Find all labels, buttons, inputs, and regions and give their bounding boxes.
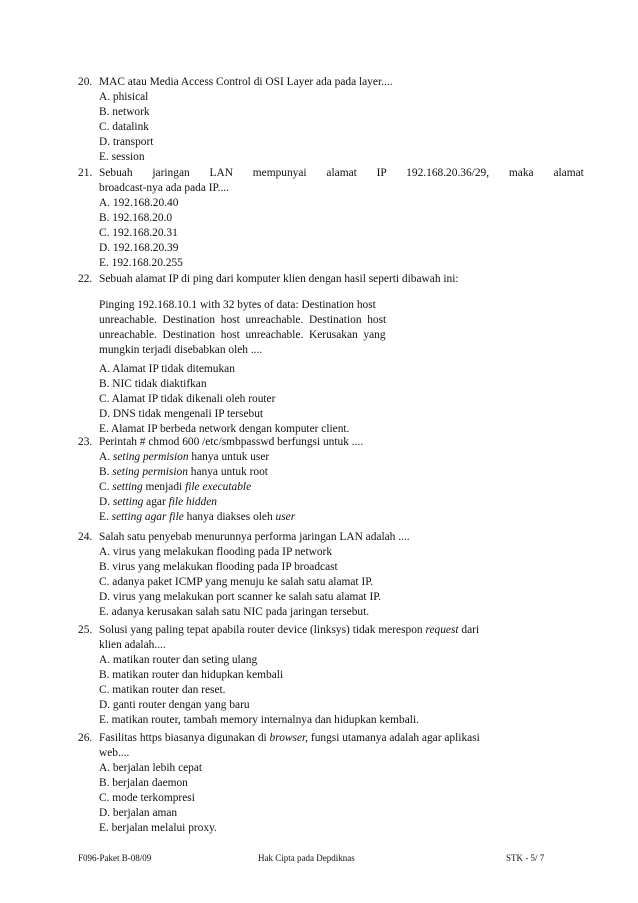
option-italic: seting permision (112, 451, 189, 463)
option-c: C. 192.168.20.31 (99, 227, 178, 239)
option-c (99, 480, 558, 495)
option-text: agar (143, 496, 169, 508)
option-e (99, 510, 558, 525)
option-b: B. network (99, 106, 150, 118)
footer-page-number: STK - 5/ 7 (506, 853, 545, 863)
paragraph-line: mungkin terjadi disebabkan oleh .... (99, 344, 263, 356)
option-d: D. virus yang melakukan port scanner ke salah satu alamat IP. (99, 591, 382, 603)
option-c: C. Alamat IP tidak dikenali oleh router (99, 393, 276, 405)
question-text-cont: broadcast-nya ada pada IP.... (99, 182, 229, 194)
question-text-start: Fasilitas https biasanya digunakan di (99, 732, 270, 744)
question-21 (78, 166, 584, 271)
option-italic: file hidden (168, 496, 217, 508)
option-b: B. berjalan daemon (99, 777, 188, 789)
question-25 (78, 623, 558, 728)
footer-center: Hak Cipta pada Depdiknas (258, 853, 355, 863)
question-22 (78, 272, 558, 437)
option-a: A. 192.168.20.40 (99, 197, 179, 209)
option-c: C. adanya paket ICMP yang menuju ke salah satu alamat IP. (99, 576, 374, 588)
option-label: E. (99, 511, 112, 523)
question-26 (78, 731, 558, 836)
question-italic: request (425, 624, 459, 636)
question-text: Perintah # chmod 600 /etc/smbpasswd berfungsi untuk .... (99, 436, 364, 448)
paragraph-line: Pinging 192.168.10.1 with 32 bytes of data: Destination host (99, 299, 376, 311)
question-text (99, 623, 558, 638)
question-text: Salah satu penyebab menurunnya performa jaringan LAN adalah .... (99, 531, 410, 543)
option-c: C. datalink (99, 121, 149, 133)
option-c: C. matikan router dan reset. (99, 684, 226, 696)
option-d: D. 192.168.20.39 (99, 242, 179, 254)
question-23 (78, 435, 558, 525)
option-text: hanya untuk root (187, 466, 268, 478)
option-c: C. mode terkompresi (99, 792, 195, 804)
ping-output-paragraph (99, 298, 558, 358)
question-text: Sebuah alamat IP di ping dari komputer klien dengan hasil seperti dibawah ini: (99, 273, 459, 285)
option-e: E. matikan router, tambah memory internalnya dan hidupkan kembali. (99, 714, 419, 726)
option-b: B. matikan router dan hidupkan kembali (99, 669, 284, 681)
question-number: 21. (78, 167, 93, 179)
question-text (99, 731, 558, 746)
option-d: D. transport (99, 136, 154, 148)
option-e: E. adanya kerusakan salah satu NIC pada jaringan tersebut. (99, 606, 370, 618)
question-number: 22. (78, 273, 93, 285)
option-b (99, 465, 558, 480)
question-24 (78, 530, 558, 620)
option-a: A. Alamat IP tidak ditemukan (99, 363, 235, 375)
question-text: MAC atau Media Access Control di OSI Layer ada pada layer.... (99, 76, 393, 88)
option-label: A. (99, 451, 113, 463)
paragraph-line: unreachable. Destination host unreachable. Destination host (99, 314, 387, 326)
option-label: C. (99, 481, 113, 493)
question-text-cont: web.... (99, 747, 130, 759)
option-italic: file executable (185, 481, 252, 493)
footer-left: F096-Paket B-08/09 (78, 853, 152, 863)
option-e: E. session (99, 151, 145, 163)
option-d (99, 495, 558, 510)
question-italic: browser, (269, 732, 309, 744)
option-italic: user (275, 511, 296, 523)
option-a: A. phisical (99, 91, 149, 103)
option-d: D. berjalan aman (99, 807, 178, 819)
option-italic: setting agar file (111, 511, 184, 523)
option-italic: setting (112, 496, 144, 508)
question-number: 24. (78, 531, 93, 543)
question-20 (78, 75, 558, 165)
question-number: 26. (78, 732, 93, 744)
question-text-start: Solusi yang paling tepat apabila router device (linksys) tidak merespon (99, 624, 426, 636)
question-number: 23. (78, 436, 93, 448)
option-italic: seting permision (112, 466, 188, 478)
option-e: E. Alamat IP berbeda network dengan komputer client. (99, 423, 350, 435)
paragraph-line: unreachable. Destination host unreachable. Kerusakan yang (99, 329, 386, 341)
option-label: D. (99, 496, 113, 508)
option-b: B. NIC tidak diaktifkan (99, 378, 207, 390)
option-a: A. virus yang melakukan flooding pada IP network (99, 546, 333, 558)
option-a (99, 450, 558, 465)
option-d: D. DNS tidak mengenali IP tersebut (99, 408, 264, 420)
question-number: 25. (78, 624, 93, 636)
option-text: hanya diakses oleh (183, 511, 276, 523)
option-text: hanya untuk user (188, 451, 270, 463)
option-text: menjadi (142, 481, 186, 493)
question-text: Sebuah jaringan LAN mempunyai alamat IP 192.168.20.36/29, maka alamat (99, 167, 584, 179)
option-italic: setting (112, 481, 143, 493)
option-e: E. 192.168.20.255 (99, 257, 183, 269)
question-text-end: dari (458, 624, 480, 636)
option-a: A. matikan router dan seting ulang (99, 654, 258, 666)
option-a: A. berjalan lebih cepat (99, 762, 203, 774)
option-d: D. ganti router dengan yang baru (99, 699, 250, 711)
question-number: 20. (78, 76, 93, 88)
question-text-cont: klien adalah.... (99, 639, 166, 651)
option-e: E. berjalan melalui proxy. (99, 822, 217, 834)
option-b: B. virus yang melakukan flooding pada IP broadcast (99, 561, 338, 573)
question-text-end: fungsi utamanya adalah agar aplikasi (308, 732, 480, 744)
option-b: B. 192.168.20.0 (99, 212, 173, 224)
option-label: B. (99, 466, 113, 478)
